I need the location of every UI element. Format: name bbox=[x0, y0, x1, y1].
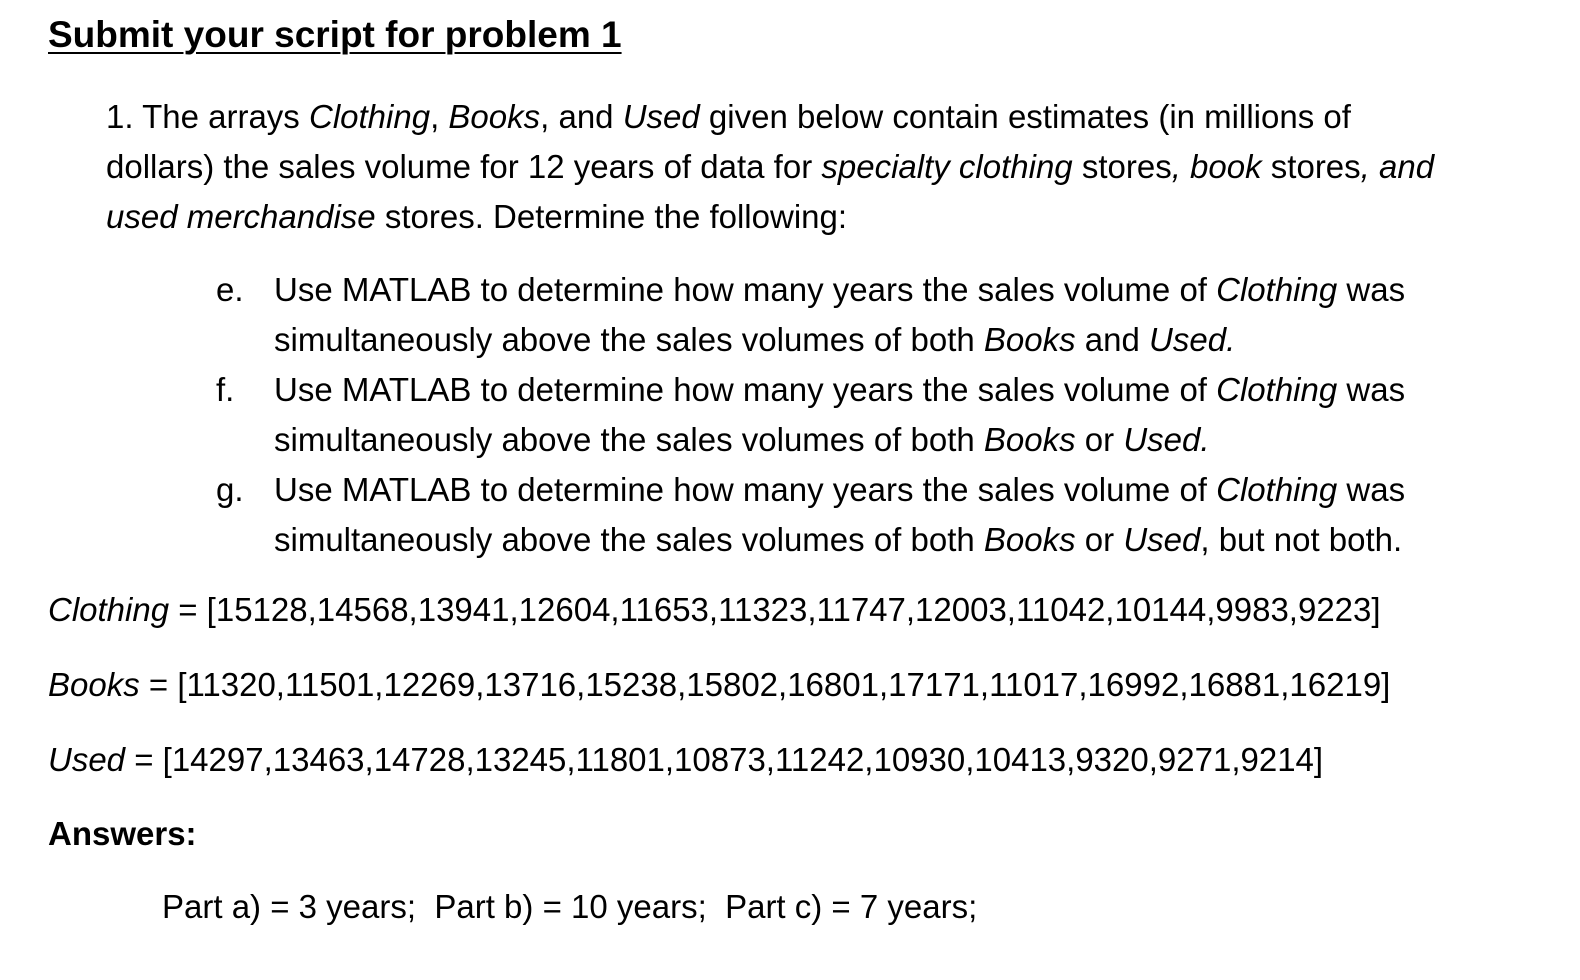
intro-term-used: Used bbox=[622, 98, 700, 135]
intro-term-specialty-clothing: specialty clothing bbox=[821, 148, 1073, 185]
part-text-segment: simultaneously above the sales volumes of both bbox=[274, 421, 984, 458]
intro-text: dollars) the sales volume for 12 years of data for bbox=[106, 148, 822, 185]
part-text-segment: simultaneously above the sales volumes of both bbox=[274, 521, 984, 558]
question-part-g bbox=[216, 465, 1516, 565]
part-line bbox=[274, 515, 1516, 565]
part-text-segment: was bbox=[1337, 371, 1406, 408]
intro-text: stores. Determine the following: bbox=[375, 198, 848, 235]
part-text-segment: was bbox=[1337, 271, 1406, 308]
question-part-e bbox=[216, 265, 1516, 365]
part-line bbox=[274, 365, 1516, 415]
part-text-segment: was bbox=[1337, 471, 1406, 508]
part-term: Books bbox=[983, 421, 1076, 458]
part-text-segment: and bbox=[1075, 321, 1150, 358]
part-text-segment: , but not both. bbox=[1200, 521, 1403, 558]
part-term: Used. bbox=[1149, 321, 1236, 358]
array-name: Used bbox=[48, 741, 126, 778]
part-line bbox=[274, 415, 1516, 465]
part-term: Books bbox=[983, 321, 1076, 358]
part-letter: e. bbox=[216, 271, 244, 308]
part-text-segment: or bbox=[1075, 521, 1124, 558]
part-text bbox=[274, 365, 1516, 465]
part-text-segment: Use MATLAB to determine how many years the sales volume of bbox=[274, 371, 1217, 408]
question-part-f bbox=[216, 365, 1516, 465]
array-name: Clothing bbox=[48, 591, 170, 628]
intro-term-used-merchandise: used merchandise bbox=[106, 198, 376, 235]
intro-text: 1. The arrays bbox=[106, 98, 309, 135]
intro-text: given below contain estimates (in millions of bbox=[699, 98, 1351, 135]
part-text-segment: Use MATLAB to determine how many years the sales volume of bbox=[274, 471, 1217, 508]
page-title: Submit your script for problem 1 bbox=[48, 14, 622, 55]
part-line bbox=[274, 465, 1516, 515]
intro-term-clothing: Clothing bbox=[308, 98, 431, 135]
array-values: = [11320,11501,12269,13716,15238,15802,16801,17171,11017,16992,16881,16219] bbox=[139, 666, 1391, 703]
answers-text: Part a) = 3 years; Part b) = 10 years; Part c) = 7 years; bbox=[162, 888, 978, 925]
intro-text: , bbox=[430, 98, 449, 135]
intro-line-3 bbox=[106, 192, 1526, 242]
part-line bbox=[274, 315, 1516, 365]
clothing-array bbox=[48, 590, 1381, 630]
part-term: Books bbox=[983, 521, 1076, 558]
intro-text-italic: , and bbox=[1360, 148, 1435, 185]
intro-text: , and bbox=[540, 98, 623, 135]
used-array bbox=[48, 740, 1323, 780]
part-term: Used bbox=[1123, 521, 1201, 558]
intro-text: stores bbox=[1261, 148, 1361, 185]
part-text-segment: Use MATLAB to determine how many years the sales volume of bbox=[274, 271, 1217, 308]
part-text bbox=[274, 265, 1516, 365]
intro-line-1 bbox=[106, 92, 1526, 142]
part-text-segment: simultaneously above the sales volumes of both bbox=[274, 321, 984, 358]
part-text bbox=[274, 465, 1516, 565]
part-letter: g. bbox=[216, 471, 244, 508]
intro-line-2 bbox=[106, 142, 1526, 192]
answers-heading: Answers: bbox=[48, 815, 197, 852]
part-term: Clothing bbox=[1216, 371, 1338, 408]
part-term: Used. bbox=[1123, 421, 1210, 458]
problem-intro bbox=[106, 92, 1526, 242]
part-term: Clothing bbox=[1216, 271, 1338, 308]
part-letter: f. bbox=[216, 371, 235, 408]
array-values: = [14297,13463,14728,13245,11801,10873,11242,10930,10413,9320,9271,9214] bbox=[125, 741, 1324, 778]
part-line bbox=[274, 265, 1516, 315]
books-array bbox=[48, 665, 1390, 705]
intro-term-book: , book bbox=[1171, 148, 1262, 185]
question-parts-list bbox=[216, 265, 1516, 565]
array-name: Books bbox=[48, 666, 140, 703]
intro-text: stores bbox=[1072, 148, 1172, 185]
part-term: Clothing bbox=[1216, 471, 1338, 508]
array-values: = [15128,14568,13941,12604,11653,11323,11747,12003,11042,10144,9983,9223] bbox=[169, 591, 1381, 628]
intro-term-books: Books bbox=[448, 98, 541, 135]
part-text-segment: or bbox=[1075, 421, 1124, 458]
